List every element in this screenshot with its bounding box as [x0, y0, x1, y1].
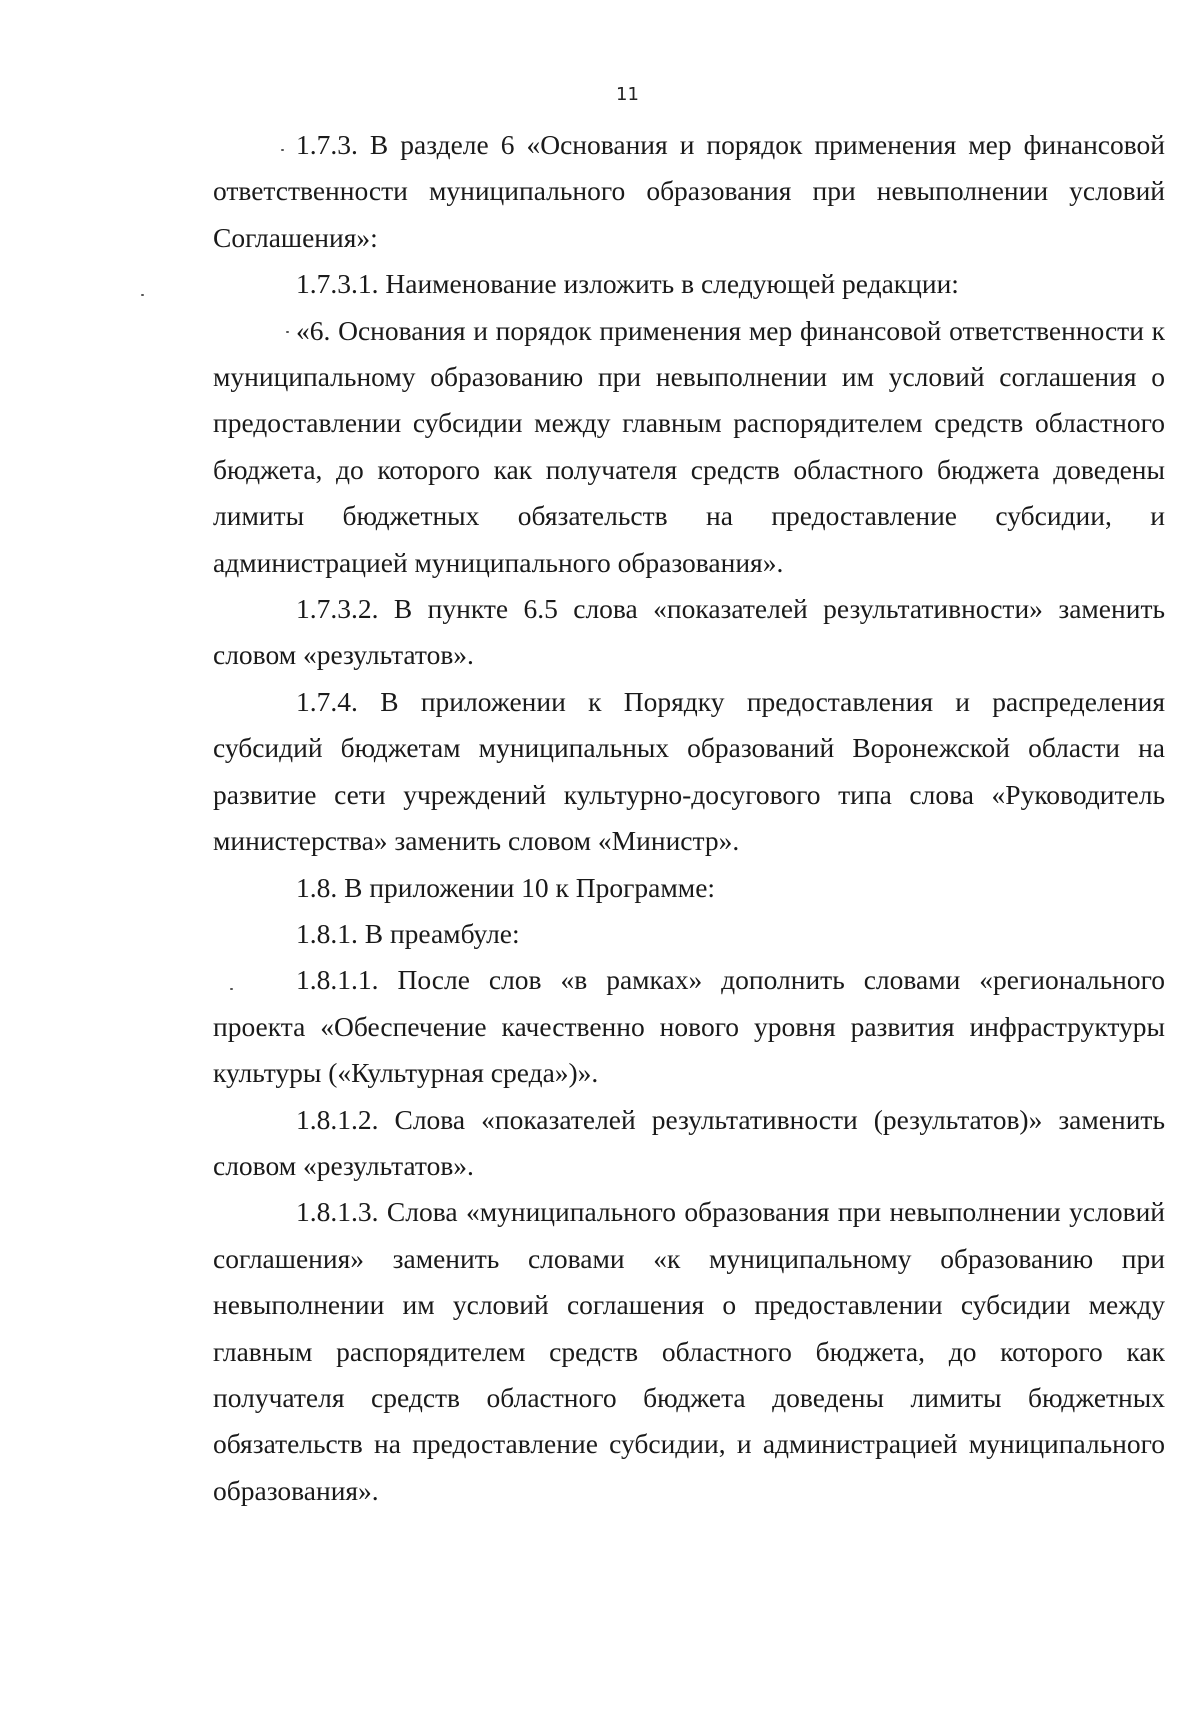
scan-speck [281, 149, 284, 151]
scan-speck [141, 294, 144, 296]
document-body [213, 122, 1165, 1514]
paragraph-1-8-1: 1.8.1. В преамбуле: [296, 917, 520, 949]
paragraph-1-7-3-2: 1.7.3.2. В пункте 6.5 слова «показателей результативности» заменить словом «результатов». [213, 593, 1165, 671]
paragraph-section-6-title: «6. Основания и порядок применения мер финансовой ответственности к муниципальному образованию при невыполнении им условий соглашения о предоставлении субсидии между главным распорядителем средств областного бюджета, до которого как получателя средств областного бюджета доведены лимиты бюджетных обязательств на предоставление субсидии, и администрацией муниципального образования». [213, 314, 1165, 578]
scan-speck [286, 331, 289, 333]
paragraph-1-7-3-1: 1.7.3.1. Наименование изложить в следующей редакции: [296, 268, 959, 300]
paragraph-1-7-3: 1.7.3. В разделе 6 «Основания и порядок применения мер финансовой ответственности муниципального образования при невыполнении условий Соглашения»: [213, 129, 1165, 253]
paragraph-1-8: 1.8. В приложении 10 к Программе: [296, 871, 716, 903]
scan-speck [230, 988, 233, 990]
paragraph-1-8-1-1: 1.8.1.1. После слов «в рамках» дополнить словами «регионального проекта «Обеспечение качественно нового уровня развития инфраструктуры культуры («Культурная среда»)». [213, 964, 1165, 1089]
paragraph-1-7-4: 1.7.4. В приложении к Порядку предоставления и распределения субсидий бюджетам муниципальных образований Воронежской области на развитие сети учреждений культурно-досугового типа слова «Руководитель министерства» заменить словом «Министр». [213, 685, 1165, 857]
page-number: 11 [616, 84, 639, 105]
paragraph-1-8-1-3: 1.8.1.3. Слова «муниципального образования при невыполнении условий соглашения» заменить словами «к муниципальному образованию при невыполнении им условий соглашения о предоставлении субсидии между главным распорядителем средств областного бюджета, до которого как получателя средств областного бюджета доведены лимиты бюджетных обязательств на предоставление субсидии, и администрацией муниципального образования». [213, 1196, 1165, 1506]
paragraph-1-8-1-2: 1.8.1.2. Слова «показателей результативности (результатов)» заменить словом «результатов». [213, 1103, 1165, 1181]
